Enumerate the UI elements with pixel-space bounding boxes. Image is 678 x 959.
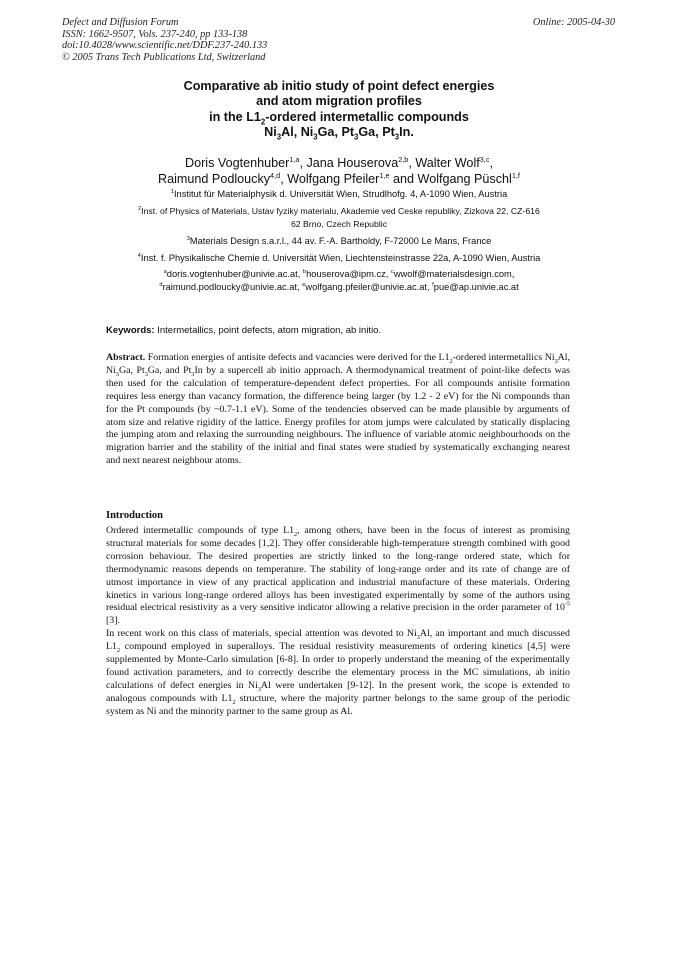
compound: Pt — [341, 125, 355, 140]
issn-line: ISSN: 1662-9507, Vols. 237-240, pp 133-138 — [62, 28, 248, 40]
email-link[interactable]: pue@ap.univie.ac.at — [433, 282, 519, 292]
compound: Ni — [300, 125, 314, 140]
journal-header — [62, 17, 267, 63]
compound: Ni — [264, 125, 277, 140]
author-list — [100, 155, 578, 187]
email-list: $^a$doris.vogtenhuber@univie.ac.at, $^b$houserova@ipm.cz, $^c$wwolf@materialsdesign.com, $^d$raimund.podloucky@univie.ac.at, $^e$wolfgang.pfeiler@univie.ac.at, $^f$pue@ap.univie.ac.at — [159, 269, 519, 292]
section-heading-introduction: Introduction — [106, 510, 163, 521]
affiliation-1: $^1$Institut für Materialphysik d. Universität Wien, Strudlhofg. 4, A-1090 Wien, Austria — [170, 188, 508, 199]
email-link[interactable]: wolfgang.pfeiler@univie.ac.at — [305, 282, 427, 292]
author-name: Wolfgang Püschl — [417, 172, 512, 186]
keywords — [106, 325, 381, 336]
affiliations — [96, 188, 582, 294]
email-link[interactable]: raimund.podloucky@univie.ac.at — [162, 282, 298, 292]
author-name: Doris Vogtenhuber — [185, 156, 290, 170]
affiliation-2: $^2$Inst. of Physics of Materials, Ustav fyziky materialu, Akademie ved Ceske republiky, Zizkova 22, CZ-616 62 Brno, Czech Republic — [138, 206, 540, 229]
journal-name: Defect and Diffusion Forum — [62, 17, 179, 28]
title-line-4: $Ni_3Al$, $Ni_3Ga$, $Pt_3Ga$, $Pt_3In$. — [264, 125, 414, 142]
email-link[interactable]: wwolf@materialsdesign.com — [393, 269, 512, 280]
paragraph: Ordered intermetallic compounds of type $L1_2$, among others, have been in the focus of interest as promising structural materials for some decades [1,2]. They offer considerable high-temperature strength combined with good corrosion behaviour. The desired properties are strictly linked to the long-range ordered state, which for thermodynamic reasons depends on temperature. The stability of long-range order and its rate of change are of utmost importance in view of any practical application and industrial manufacture of these materials. Ordering kinetics in various long-range ordered alloys has been investigated experimentally by some of the authors using residual electrical resistivity as a very sensitive indicator allowing a relative precision in the order parameter of $10^{-5}$ [3]. — [106, 525, 570, 627]
title-line-2: and atom migration profiles — [256, 94, 422, 109]
author-name: Jana Houserova — [306, 156, 399, 170]
author-name: Wolfgang Pfeiler — [287, 172, 380, 186]
doi-line[interactable]: doi:10.4028/www.scientific.net/DDF.237-240.133 — [62, 40, 268, 52]
abstract-label: Abstract. — [106, 352, 146, 363]
copyright-line: © 2005 Trans Tech Publications Ltd, Switzerland — [62, 51, 266, 63]
title-line-1: Comparative ab initio study of point defect energies — [183, 79, 495, 93]
compound: Pt — [382, 125, 395, 140]
introduction-body — [106, 525, 570, 719]
paper-title — [100, 79, 578, 141]
affiliation-4: $^4$Inst. f. Physikalische Chemie d. Universität Wien, Liechtensteinstrasse 22a, A-1090 Wien, Austria — [137, 252, 541, 263]
abstract: Abstract. Formation energies of antisite defects and vacancies were derived for the $L1_2$-ordered intermetallics $Ni_3Al$, $Ni_3Ga$, $Pt_3Ga$, and $Pt_3In$ by a supercell ab initio approach. A thermodynamical treatment of point-like defects was then used for the calculation of temperature-dependent defect properties. For all compounds antisite formation requires less energy than vacancy formation, the difference being larger (by 1.2 - 2 eV) for the Ni compounds than for the Pt compounds (by ~0.7-1.1 eV). Some of the tendencies observed can be made plausible by arguments of atom size and relative rigidity of the lattice. Energy profiles for atom jumps were calculated by statically displacing the jumping atom and relaxing the surrounding neighbours. The influence of variable atomic neighbourhoods on the migration barrier and the stability of the initial and final states were studied by systematically exchanging nearest and next nearest neighbour atoms. — [106, 352, 571, 467]
keywords-label: Keywords: — [106, 325, 155, 336]
title-line-3: in the $L1_2$-ordered intermetallic compounds — [209, 109, 469, 127]
author-line-1: Doris Vogtenhuber$^{1,a}$, Jana Houserova$^{2,b}$, Walter Wolf$^{3,c}$, — [185, 154, 493, 170]
author-line-2: Raimund Podloucky$^{4,d}$, Wolfgang Pfeiler$^{1,e}$ and Wolfgang Püschl$^{1,f}$ — [158, 170, 520, 186]
online-date: Online: 2005-04-30 — [532, 17, 615, 28]
email-link[interactable]: houserova@ipm.cz — [306, 269, 386, 280]
email-link[interactable]: doris.vogtenhuber@univie.ac.at — [166, 269, 298, 280]
author-name: Walter Wolf — [415, 156, 480, 170]
author-name: Raimund Podloucky — [158, 172, 271, 186]
paragraph: In recent work on this class of materials, special attention was devoted to $Ni_3Al$, an important and much discussed $L1_2$ compound employed in superalloys. The residual resistivity measurements of ordering kinetics [4,5] were supplemented by Monte-Carlo simulation [6-8]. In order to properly understand the meaning of the experimentally found activation parameters, and to correctly describe the elementary process in the MC simulations, ab initio calculations of defect energies in $Ni_3Al$ were undertaken [9-12]. In the present work, the scope is extended to analogous compounds with $L1_2$ structure, where the majority partner belongs to the same group of the periodic system as Ni and the minority partner to the same group as Al. — [106, 628, 570, 717]
keywords-text: Intermetallics, point defects, atom migration, ab initio. — [154, 325, 382, 336]
affiliation-3: $^3$Materials Design s.a.r.l., 44 av. F.-A. Bartholdy, F-72000 Le Mans, France — [186, 235, 492, 246]
